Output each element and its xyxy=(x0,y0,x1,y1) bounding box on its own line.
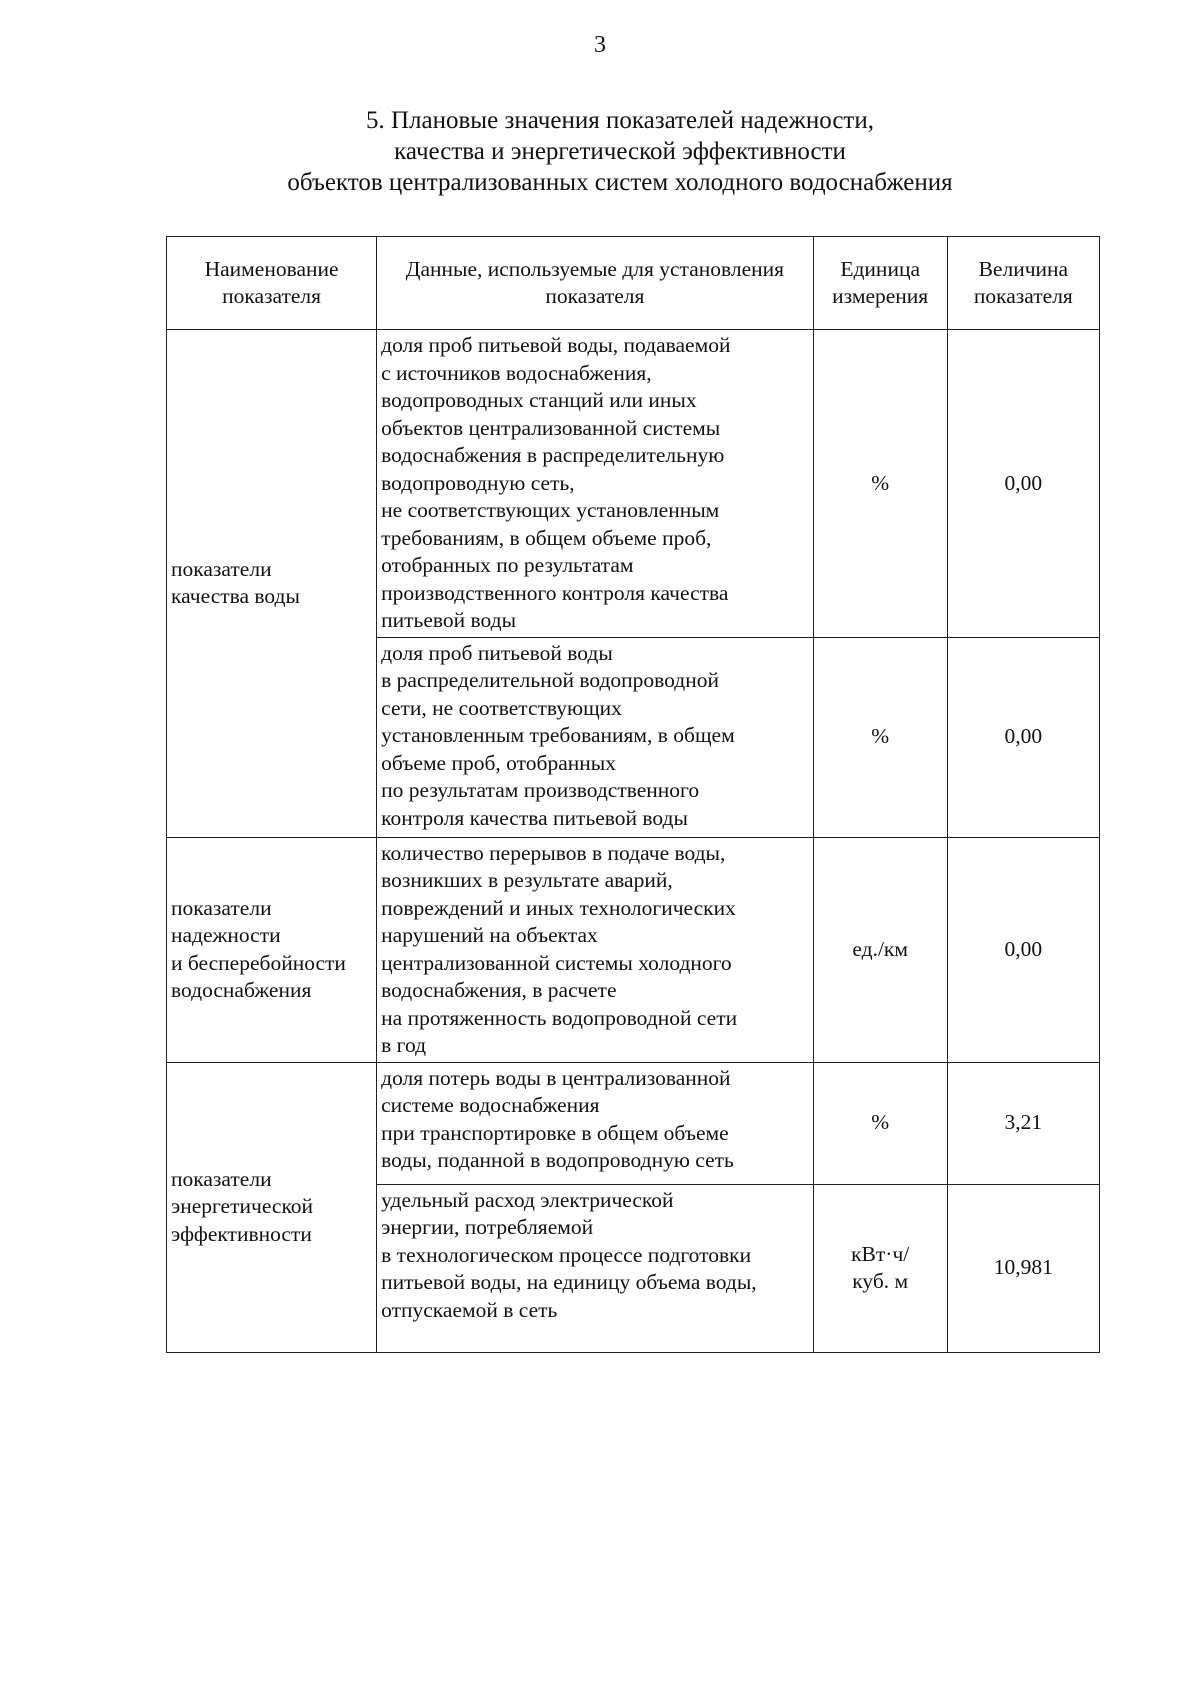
indicator-name-text: и бесперебойности xyxy=(171,950,346,975)
data-text: питьевой воды, на единицу объема воды, xyxy=(381,1270,757,1294)
data-text: по результатам производственного xyxy=(381,778,700,802)
data-text: контроля качества питьевой воды xyxy=(381,805,688,830)
data-text: требованиям, в общем объеме проб, xyxy=(381,525,712,550)
data-text: отобранных по результатам xyxy=(381,553,634,577)
indicator-name-text: эффективности xyxy=(171,1221,312,1246)
header-value xyxy=(947,237,1099,330)
unit-text: % xyxy=(871,470,890,495)
data-text: централизованной системы холодного xyxy=(381,950,732,975)
indicator-name-text: энергетической xyxy=(171,1194,314,1219)
header-text: Единица xyxy=(840,256,920,281)
header-unit xyxy=(813,237,947,330)
header-name xyxy=(167,237,377,330)
data-text: установленным требованиям, в общем xyxy=(381,723,735,747)
table-header-row xyxy=(167,237,1100,330)
indicator-name-text: показатели xyxy=(171,1166,272,1191)
page-number: 3 xyxy=(594,32,606,58)
indicator-data-cell xyxy=(377,1062,814,1184)
unit-cell xyxy=(813,1062,947,1184)
value-cell: 0,00 xyxy=(947,330,1099,638)
indicator-name-cell xyxy=(167,330,377,838)
unit-text: % xyxy=(871,1110,890,1135)
data-text: не соответствующих установленным xyxy=(381,498,720,522)
unit-text: кВт·ч/ xyxy=(851,1241,910,1266)
data-text: удельный расход электрической xyxy=(381,1187,674,1212)
title-line: объектов централизованных систем холодного водоснабжения xyxy=(287,169,953,196)
data-text: системе водоснабжения xyxy=(381,1093,600,1117)
data-text: отпускаемой в сеть xyxy=(381,1297,558,1322)
data-text: производственного контроля качества xyxy=(381,580,729,605)
unit-cell xyxy=(813,837,947,1062)
data-text: водопроводную сеть, xyxy=(381,470,575,495)
indicator-name-text: показатели xyxy=(171,895,272,920)
value-cell: 10,981 xyxy=(947,1184,1099,1352)
title-line: качества и энергетической эффективности xyxy=(394,138,846,165)
indicator-data-cell xyxy=(377,837,814,1062)
data-text: воды, поданной в водопроводную сеть xyxy=(381,1148,734,1172)
value-cell: 3,21 xyxy=(947,1062,1099,1184)
data-text: при транспортировке в общем объеме xyxy=(381,1120,729,1145)
indicator-data-cell xyxy=(377,1184,814,1352)
data-text: в распределительной водопроводной xyxy=(381,668,720,692)
indicator-name-cell xyxy=(167,1062,377,1352)
indicator-name-text: водоснабжения xyxy=(171,978,312,1002)
data-text: энергии, потребляемой xyxy=(381,1215,594,1239)
unit-text: ед./км xyxy=(852,936,908,961)
title-line: 5. Плановые значения показателей надежности, xyxy=(366,107,874,134)
value-cell: 0,00 xyxy=(947,837,1099,1062)
indicators-table xyxy=(166,236,1100,1353)
data-text: объектов централизованной системы xyxy=(381,415,721,440)
data-text: объеме проб, отобранных xyxy=(381,750,616,775)
data-text: в год xyxy=(381,1033,427,1057)
data-text: на протяженность водопроводной сети xyxy=(381,1005,738,1030)
data-text: питьевой воды xyxy=(381,608,517,632)
header-text: показателя xyxy=(973,284,1073,308)
data-text: водоснабжения, в расчете xyxy=(381,978,617,1002)
data-text: доля проб питьевой воды, подаваемой xyxy=(381,333,731,357)
data-text: повреждений и иных технологических xyxy=(381,895,736,920)
header-text: измерения xyxy=(832,284,929,308)
header-data xyxy=(377,237,814,330)
indicator-name-text: качества воды xyxy=(171,584,300,609)
data-text: водопроводных станций или иных xyxy=(381,388,697,412)
table-row xyxy=(167,1062,1100,1184)
indicator-data-cell xyxy=(377,330,814,638)
data-text: с источников водоснабжения, xyxy=(381,360,652,385)
header-text: показателя xyxy=(222,284,322,308)
data-text: в технологическом процессе подготовки xyxy=(381,1242,752,1267)
unit-text: % xyxy=(871,724,890,749)
document-title xyxy=(160,105,1080,198)
unit-cell xyxy=(813,637,947,837)
header-text: Величина xyxy=(978,256,1069,281)
data-text: возникших в результате аварий, xyxy=(381,868,673,892)
header-text: Наименование xyxy=(204,256,339,281)
data-text: доля проб питьевой воды xyxy=(381,640,613,665)
data-text: нарушений на объектах xyxy=(381,923,598,947)
data-text: сети, не соответствующих xyxy=(381,695,622,720)
value-cell: 0,00 xyxy=(947,637,1099,837)
indicator-name-cell xyxy=(167,837,377,1062)
header-text: Данные, используемые для установления xyxy=(405,256,785,281)
unit-cell xyxy=(813,330,947,638)
indicator-data-cell xyxy=(377,637,814,837)
unit-text: куб. м xyxy=(852,1269,909,1293)
table-row xyxy=(167,330,1100,638)
header-text: показателя xyxy=(545,284,645,308)
data-text: доля потерь воды в централизованной xyxy=(381,1065,731,1090)
data-text: количество перерывов в подаче воды, xyxy=(381,840,726,865)
data-text: водоснабжения в распределительную xyxy=(381,443,725,467)
unit-cell xyxy=(813,1184,947,1352)
table-row xyxy=(167,837,1100,1062)
indicator-name-text: надежности xyxy=(171,923,281,947)
indicator-name-text: показатели xyxy=(171,556,272,581)
